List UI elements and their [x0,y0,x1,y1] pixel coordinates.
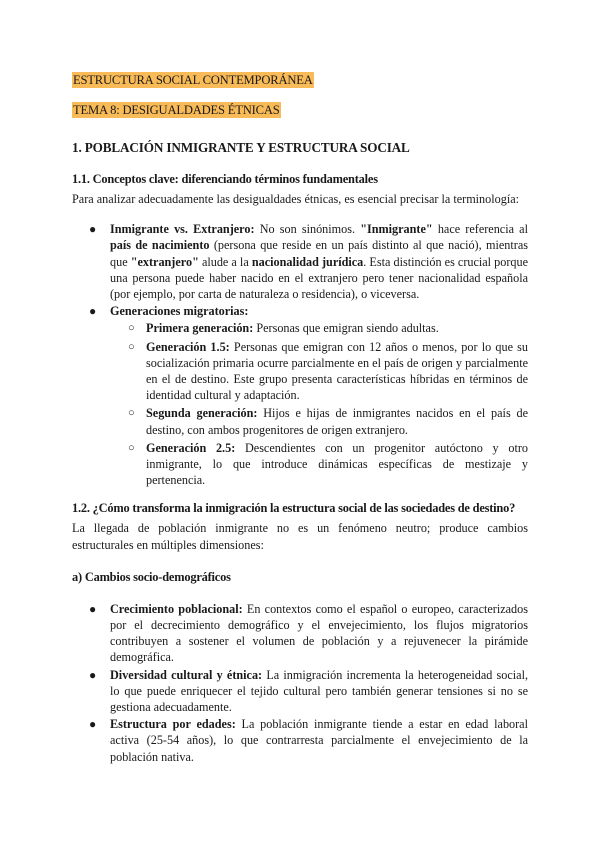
sublist-item-2-5 [110,440,528,489]
subitem-label: Generación 2.5: [146,440,236,455]
topic-title: TEMA 8: DESIGUALDADES ÉTNICAS [73,103,280,117]
item-text: La población inmigrante tiende a estar en edad laboral activa (25-54 años), lo que contrarresta parcialmente el envejecimiento de la población nativa. [110,717,528,764]
subitem-label: Generación 1.5: [146,339,230,354]
list-item-estructura-edades [72,716,528,765]
generations-sublist [110,320,528,488]
item-emphasis: nacionalidad jurídica [251,254,364,269]
bullet-icon: ● [89,667,97,682]
item-text: hace referencia al [432,222,528,237]
list-item-diversidad [72,667,528,716]
item-emphasis: "Inmigrante" [360,222,433,237]
list-item-inmigrante-extranjero [72,221,528,302]
sublist-item-primera [110,320,528,336]
section-1-heading: 1. POBLACIÓN INMIGRANTE Y ESTRUCTURA SOCIAL [72,140,410,155]
bullet-icon: ● [89,304,97,319]
subheading-socio-demograficos: a) Cambios socio-demográficos [72,569,231,584]
item-text: En contextos como el español o europeo, caracterizados por el decrecimiento demográfico y el envejecimiento, los flujos migratorios contribuyen a sostener el volumen de población y a rejuvenecer la pirámide demográfica. [110,601,528,665]
item-emphasis: "extranjero" [130,254,199,269]
document-content [72,72,528,766]
item-emphasis: país de nacimiento [110,238,210,253]
subitem-text: Descendientes con un progenitor autóctono y otro inmigrante, lo que introduce dinámicas específicas de mestizaje y pertenencia. [146,440,528,488]
subitem-label: Primera generación: [146,321,254,336]
list-item-crecimiento [72,601,528,666]
subitem-text: Personas que emigran siendo adultas. [253,321,439,336]
subitem-label: Segunda generación: [146,406,258,421]
circle-bullet-icon: ○ [128,322,135,335]
circle-bullet-icon: ○ [128,407,135,420]
item-label: Inmigrante vs. Extranjero: [110,222,255,237]
item-label: Crecimiento poblacional: [110,601,243,616]
section-1-1-intro: Para analizar adecuadamente las desigualdades étnicas, es esencial precisar la terminología: [72,192,520,206]
section-1-2-heading: 1.2. ¿Cómo transforma la inmigración la estructura social de las sociedades de destino? [72,501,516,516]
section-1-1-heading: 1.1. Conceptos clave: diferenciando términos fundamentales [72,172,378,186]
item-label: Diversidad cultural y étnica: [110,667,263,682]
list-item-generaciones [72,303,528,488]
bullet-icon: ● [89,717,97,732]
key-concepts-list [72,221,528,488]
section-1-2-intro: La llegada de población inmigrante no es un fenómeno neutro; produce cambios estructurales en múltiples dimensiones: [72,521,528,552]
bullet-icon: ● [89,222,97,237]
topic-title-line [72,102,528,119]
item-text: (persona que reside en un país distinto al que nació), mientras que [110,238,529,269]
course-title-line [72,72,528,89]
bullet-icon: ● [89,601,97,616]
socio-demographic-list [72,601,528,765]
item-text: alude a la [198,254,252,269]
sublist-item-1-5 [110,339,528,404]
item-text: . Esta distinción es crucial porque una persona puede haber nacido en el extranjero pero tener nacionalidad española (por ejemplo, por carta de naturaleza o residencia), o viceversa. [110,254,528,302]
circle-bullet-icon: ○ [128,441,135,454]
item-text: No son sinónimos. [254,222,361,237]
item-label: Estructura por edades: [110,717,236,732]
sublist-item-segunda [110,405,528,437]
subitem-text: Hijos e hijas de inmigrantes nacidos en el país de destino, con ambos progenitores de origen extranjero. [146,406,528,437]
item-text: La inmigración incrementa la heterogeneidad social, lo que puede enriquecer el tejido cultural pero también generar tensiones si no se gestiona adecuadamente. [110,667,529,715]
subitem-text: Personas que emigran con 12 años o menos, por lo que su socialización primaria ocurre parcialmente en el país de origen y parcialmente en el de destino. Este grupo presenta características híbridas en términos de identidad cultural y adaptación. [146,339,528,403]
item-label: Generaciones migratorias: [110,304,249,319]
circle-bullet-icon: ○ [128,340,135,353]
course-title: ESTRUCTURA SOCIAL CONTEMPORÁNEA [73,73,313,87]
